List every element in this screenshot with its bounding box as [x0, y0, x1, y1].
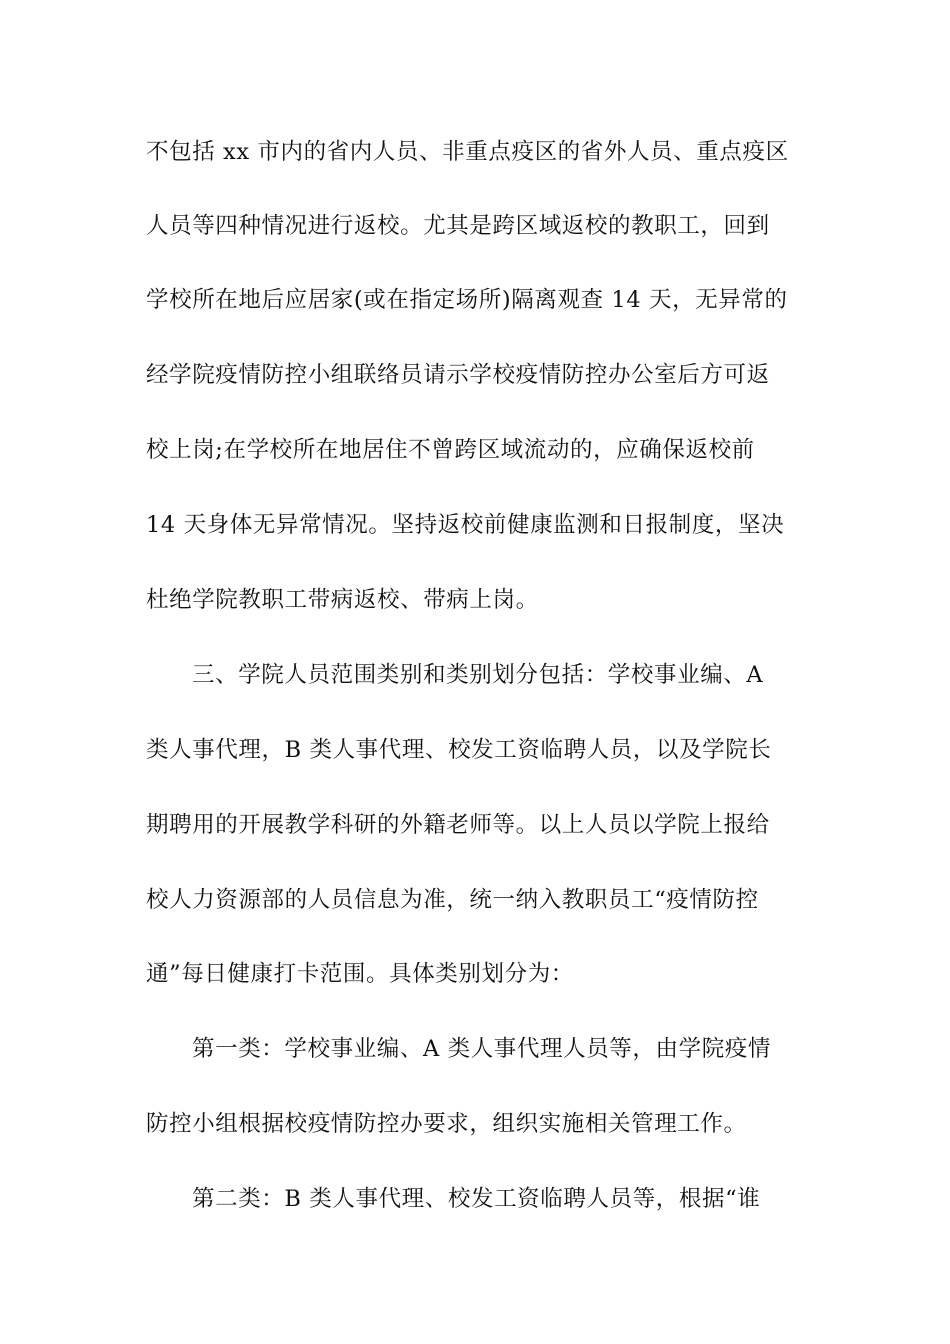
paragraph-line: 14 天身体无异常情况。坚持返校前健康监测和日报制度，坚决	[146, 512, 785, 538]
category-one-line: 第一类：学校事业编、A 类人事代理人员等，由学院疫情	[192, 1036, 772, 1062]
paragraph-line: 防控小组根据校疫情防控办要求，组织实施相关管理工作。	[146, 1111, 747, 1137]
paragraph-line: 期聘用的开展教学科研的外籍老师等。以上人员以学院上报给	[146, 812, 770, 838]
paragraph-line: 类人事代理，B 类人事代理、校发工资临聘人员，以及学院长	[146, 737, 772, 763]
section-heading-line: 三、学院人员范围类别和类别划分包括：学校事业编、A	[192, 662, 764, 688]
paragraph-line: 不包括 xx 市内的省内人员、非重点疫区的省外人员、重点疫区	[146, 139, 789, 165]
category-two-line: 第二类：B 类人事代理、校发工资临聘人员等，根据“谁	[192, 1186, 761, 1212]
paragraph-line: 杜绝学院教职工带病返校、带病上岗。	[146, 587, 539, 613]
paragraph-line: 校上岗;在学校所在地居住不曾跨区域流动的，应确保返校前	[146, 437, 755, 463]
paragraph-line: 学校所在地后应居家(或在指定场所)隔离观查 14 天，无异常的	[146, 287, 788, 313]
paragraph-line: 通”每日健康打卡范围。具体类别划分为：	[146, 961, 574, 987]
paragraph-line: 校人力资源部的人员信息为准，统一纳入教职员工“疫情防控	[146, 887, 759, 913]
paragraph-line: 经学院疫情防控小组联络员请示学校疫情防控办公室后方可返	[146, 362, 770, 388]
paragraph-line: 人员等四种情况进行返校。尤其是跨区域返校的教职工，回到	[146, 213, 770, 239]
